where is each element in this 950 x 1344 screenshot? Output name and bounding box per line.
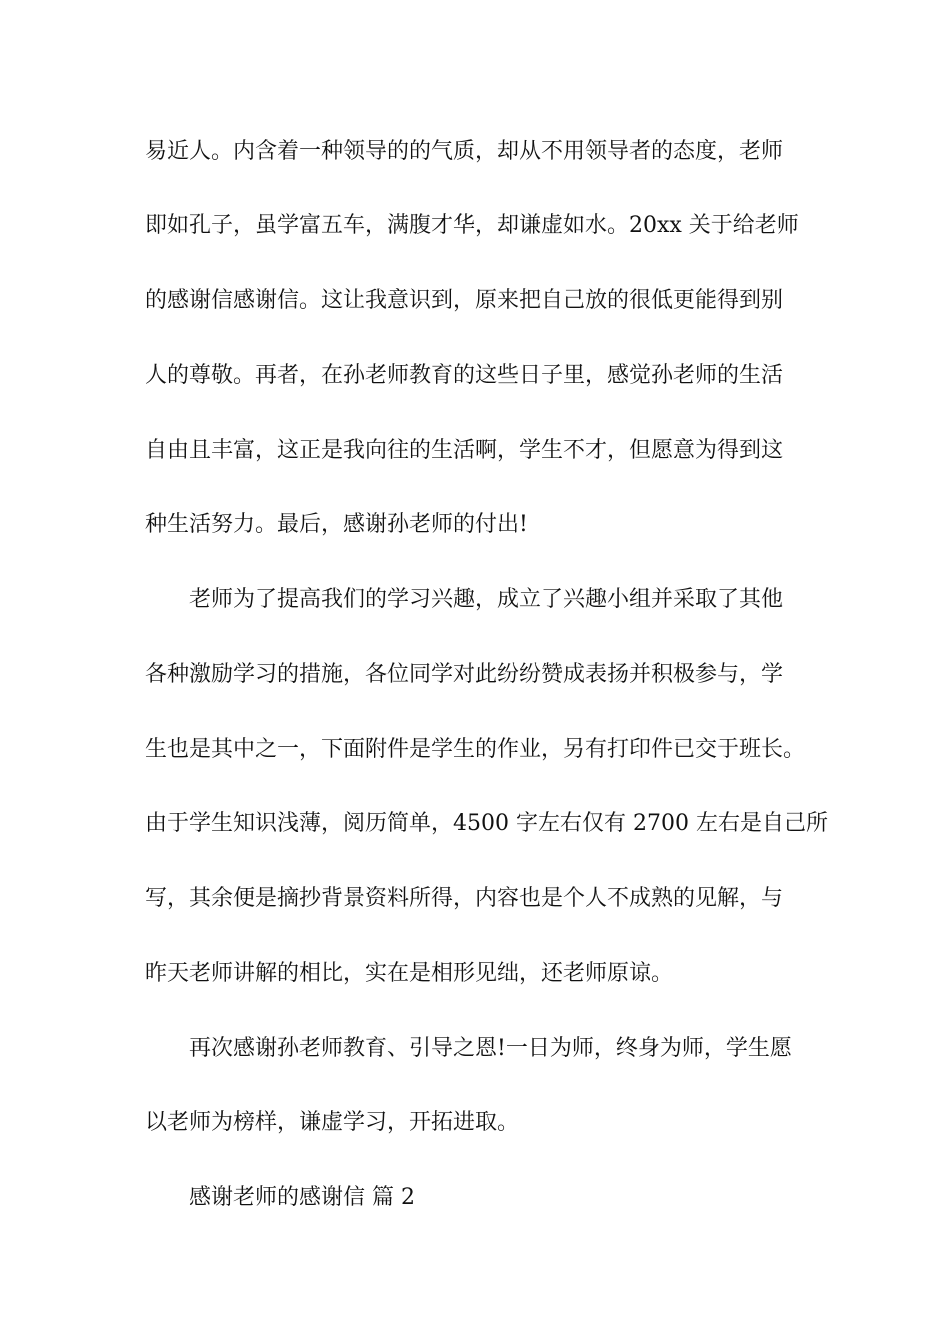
text-line: 昨天老师讲解的相比，实在是相形见绌，还老师原谅。 [145,961,674,986]
text-line: 自由且丰富，这正是我向往的生活啊，学生不才，但愿意为得到这 [145,438,784,463]
text-line: 易近人。内含着一种领导的的气质，却从不用领导者的态度，老师 [145,139,784,164]
text-line: 生也是其中之一，下面附件是学生的作业，另有打印件已交于班长。 [145,737,806,762]
text-line: 写，其余便是摘抄背景资料所得，内容也是个人不成熟的见解，与 [145,886,784,911]
text-line: 以老师为榜样，谦虚学习，开拓进取。 [145,1110,520,1135]
text-line: 由于学生知识浅薄，阅历简单，4500 字左右仅有 2700 左右是自己所 [145,811,828,836]
text-line: 人的尊敬。再者，在孙老师教育的这些日子里，感觉孙老师的生活 [145,363,784,388]
section-heading: 感谢老师的感谢信 篇 2 [189,1185,415,1210]
paragraph-start-line: 老师为了提高我们的学习兴趣，成立了兴趣小组并采取了其他 [189,587,784,612]
text-line: 即如孔子，虽学富五车，满腹才华，却谦虚如水。20xx 关于给老师 [145,213,799,238]
paragraph-start-line: 再次感谢孙老师教育、引导之恩!一日为师，终身为师，学生愿 [189,1036,792,1061]
text-line: 种生活努力。最后，感谢孙老师的付出! [145,512,528,537]
text-line: 的感谢信感谢信。这让我意识到，原来把自己放的很低更能得到别 [145,288,784,313]
text-line: 各种激励学习的措施，各位同学对此纷纷赞成表扬并积极参与，学 [145,662,784,687]
